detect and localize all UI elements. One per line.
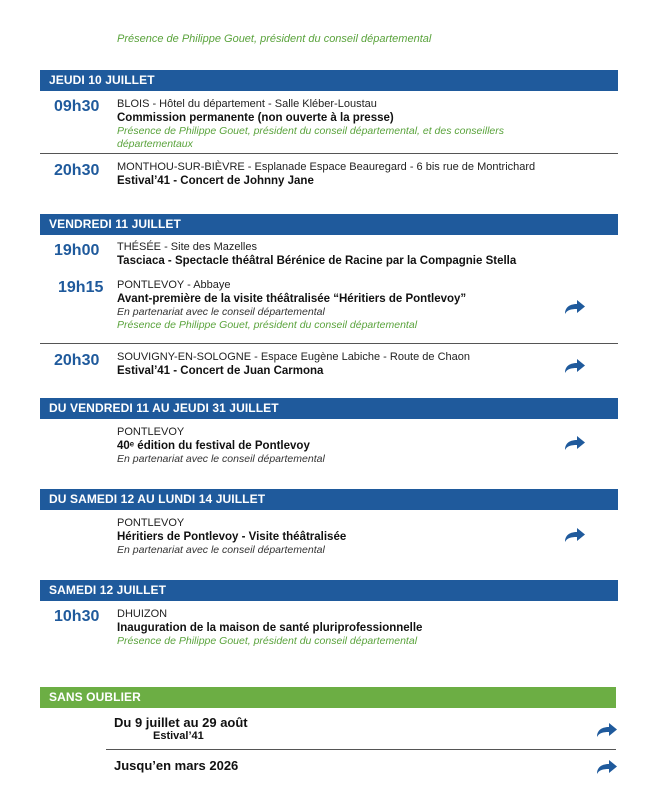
- event-partner-note: En partenariat avec le conseil départemental: [117, 453, 325, 465]
- event-place: SOUVIGNY-EN-SOLOGNE - Espace Eugène Labiche - Route de Chaon: [117, 351, 470, 363]
- event-time: 20h30: [54, 162, 100, 179]
- event-place: PONTLEVOY: [117, 426, 185, 438]
- event-place: PONTLEVOY - Abbaye: [117, 279, 231, 291]
- section-sans-oublier: [40, 687, 616, 784]
- section-vendredi-11-jeudi-31: [40, 398, 618, 471]
- event-time: 09h30: [54, 98, 100, 115]
- section-samedi-12-lundi-14: [40, 489, 618, 562]
- event-item: [40, 510, 618, 562]
- arrow-share-icon[interactable]: [564, 299, 586, 315]
- section-vendredi-11: [40, 214, 618, 390]
- arrow-share-icon[interactable]: [596, 722, 618, 738]
- event-place: MONTHOU-SUR-BIÈVRE - Esplanade Espace Beauregard - 6 bis rue de Montrichard: [117, 161, 536, 173]
- event-partner-note: En partenariat avec le conseil départemental: [117, 306, 325, 318]
- event-place: PONTLEVOY: [117, 517, 185, 529]
- section-header: DU VENDREDI 11 AU JEUDI 31 JUILLET: [40, 398, 618, 419]
- event-place: BLOIS - Hôtel du département - Salle Kléber-Loustau: [117, 98, 377, 110]
- reminder-subtitle: Estival’41: [153, 730, 204, 742]
- event-time: 19h15: [58, 279, 104, 296]
- intro-note: Présence de Philippe Gouet, président du conseil départemental: [117, 33, 432, 45]
- event-presence-note: Présence de Philippe Gouet, président du conseil départemental: [117, 319, 418, 331]
- reminder-item: [106, 708, 616, 750]
- event-item: [40, 601, 618, 661]
- reminder-title: Du 9 juillet au 29 août: [114, 715, 248, 730]
- event-item: [40, 235, 618, 273]
- event-presence-note: Présence de Philippe Gouet, président du conseil départemental, et des conseillers départementaux: [117, 125, 504, 150]
- event-partner-note: En partenariat avec le conseil départemental: [117, 544, 325, 556]
- event-time: 19h00: [54, 242, 100, 259]
- event-time: 20h30: [54, 352, 100, 369]
- arrow-share-icon[interactable]: [564, 435, 586, 451]
- event-place: DHUIZON: [117, 608, 168, 620]
- event-title: Tasciaca - Spectacle théâtral Bérénice de Racine par la Compagnie Stella: [117, 255, 517, 267]
- arrow-share-icon[interactable]: [596, 759, 618, 775]
- event-item: [40, 344, 618, 390]
- event-title: 40ᵉ édition du festival de Pontlevoy: [117, 440, 310, 452]
- event-item: [40, 419, 618, 471]
- section-samedi-12: [40, 580, 618, 661]
- arrow-share-icon[interactable]: [564, 527, 586, 543]
- event-item: [40, 273, 618, 344]
- section-header: VENDREDI 11 JUILLET: [40, 214, 618, 235]
- section-jeudi-10: [40, 70, 618, 196]
- event-title: Inauguration de la maison de santé pluriprofessionnelle: [117, 622, 423, 634]
- event-item: [40, 91, 618, 154]
- section-header: SANS OUBLIER: [40, 687, 616, 708]
- event-time: 10h30: [54, 608, 100, 625]
- event-item: [40, 154, 618, 196]
- event-title: Estival’41 - Concert de Juan Carmona: [117, 365, 324, 377]
- event-title: Estival’41 - Concert de Johnny Jane: [117, 175, 314, 187]
- event-presence-note: Présence de Philippe Gouet, président du conseil départemental: [117, 635, 418, 647]
- event-place: THÉSÉE - Site des Mazelles: [117, 241, 257, 253]
- section-header: JEUDI 10 JUILLET: [40, 70, 618, 91]
- reminder-item: [106, 750, 616, 784]
- reminder-title: Jusqu’en mars 2026: [114, 758, 239, 773]
- event-title: Avant-première de la visite théâtralisée “Héritiers de Pontlevoy”: [117, 293, 467, 305]
- event-title: Commission permanente (non ouverte à la presse): [117, 112, 394, 124]
- event-title: Héritiers de Pontlevoy - Visite théâtralisée: [117, 531, 347, 543]
- arrow-share-icon[interactable]: [564, 358, 586, 374]
- section-header: SAMEDI 12 JUILLET: [40, 580, 618, 601]
- section-header: DU SAMEDI 12 AU LUNDI 14 JUILLET: [40, 489, 618, 510]
